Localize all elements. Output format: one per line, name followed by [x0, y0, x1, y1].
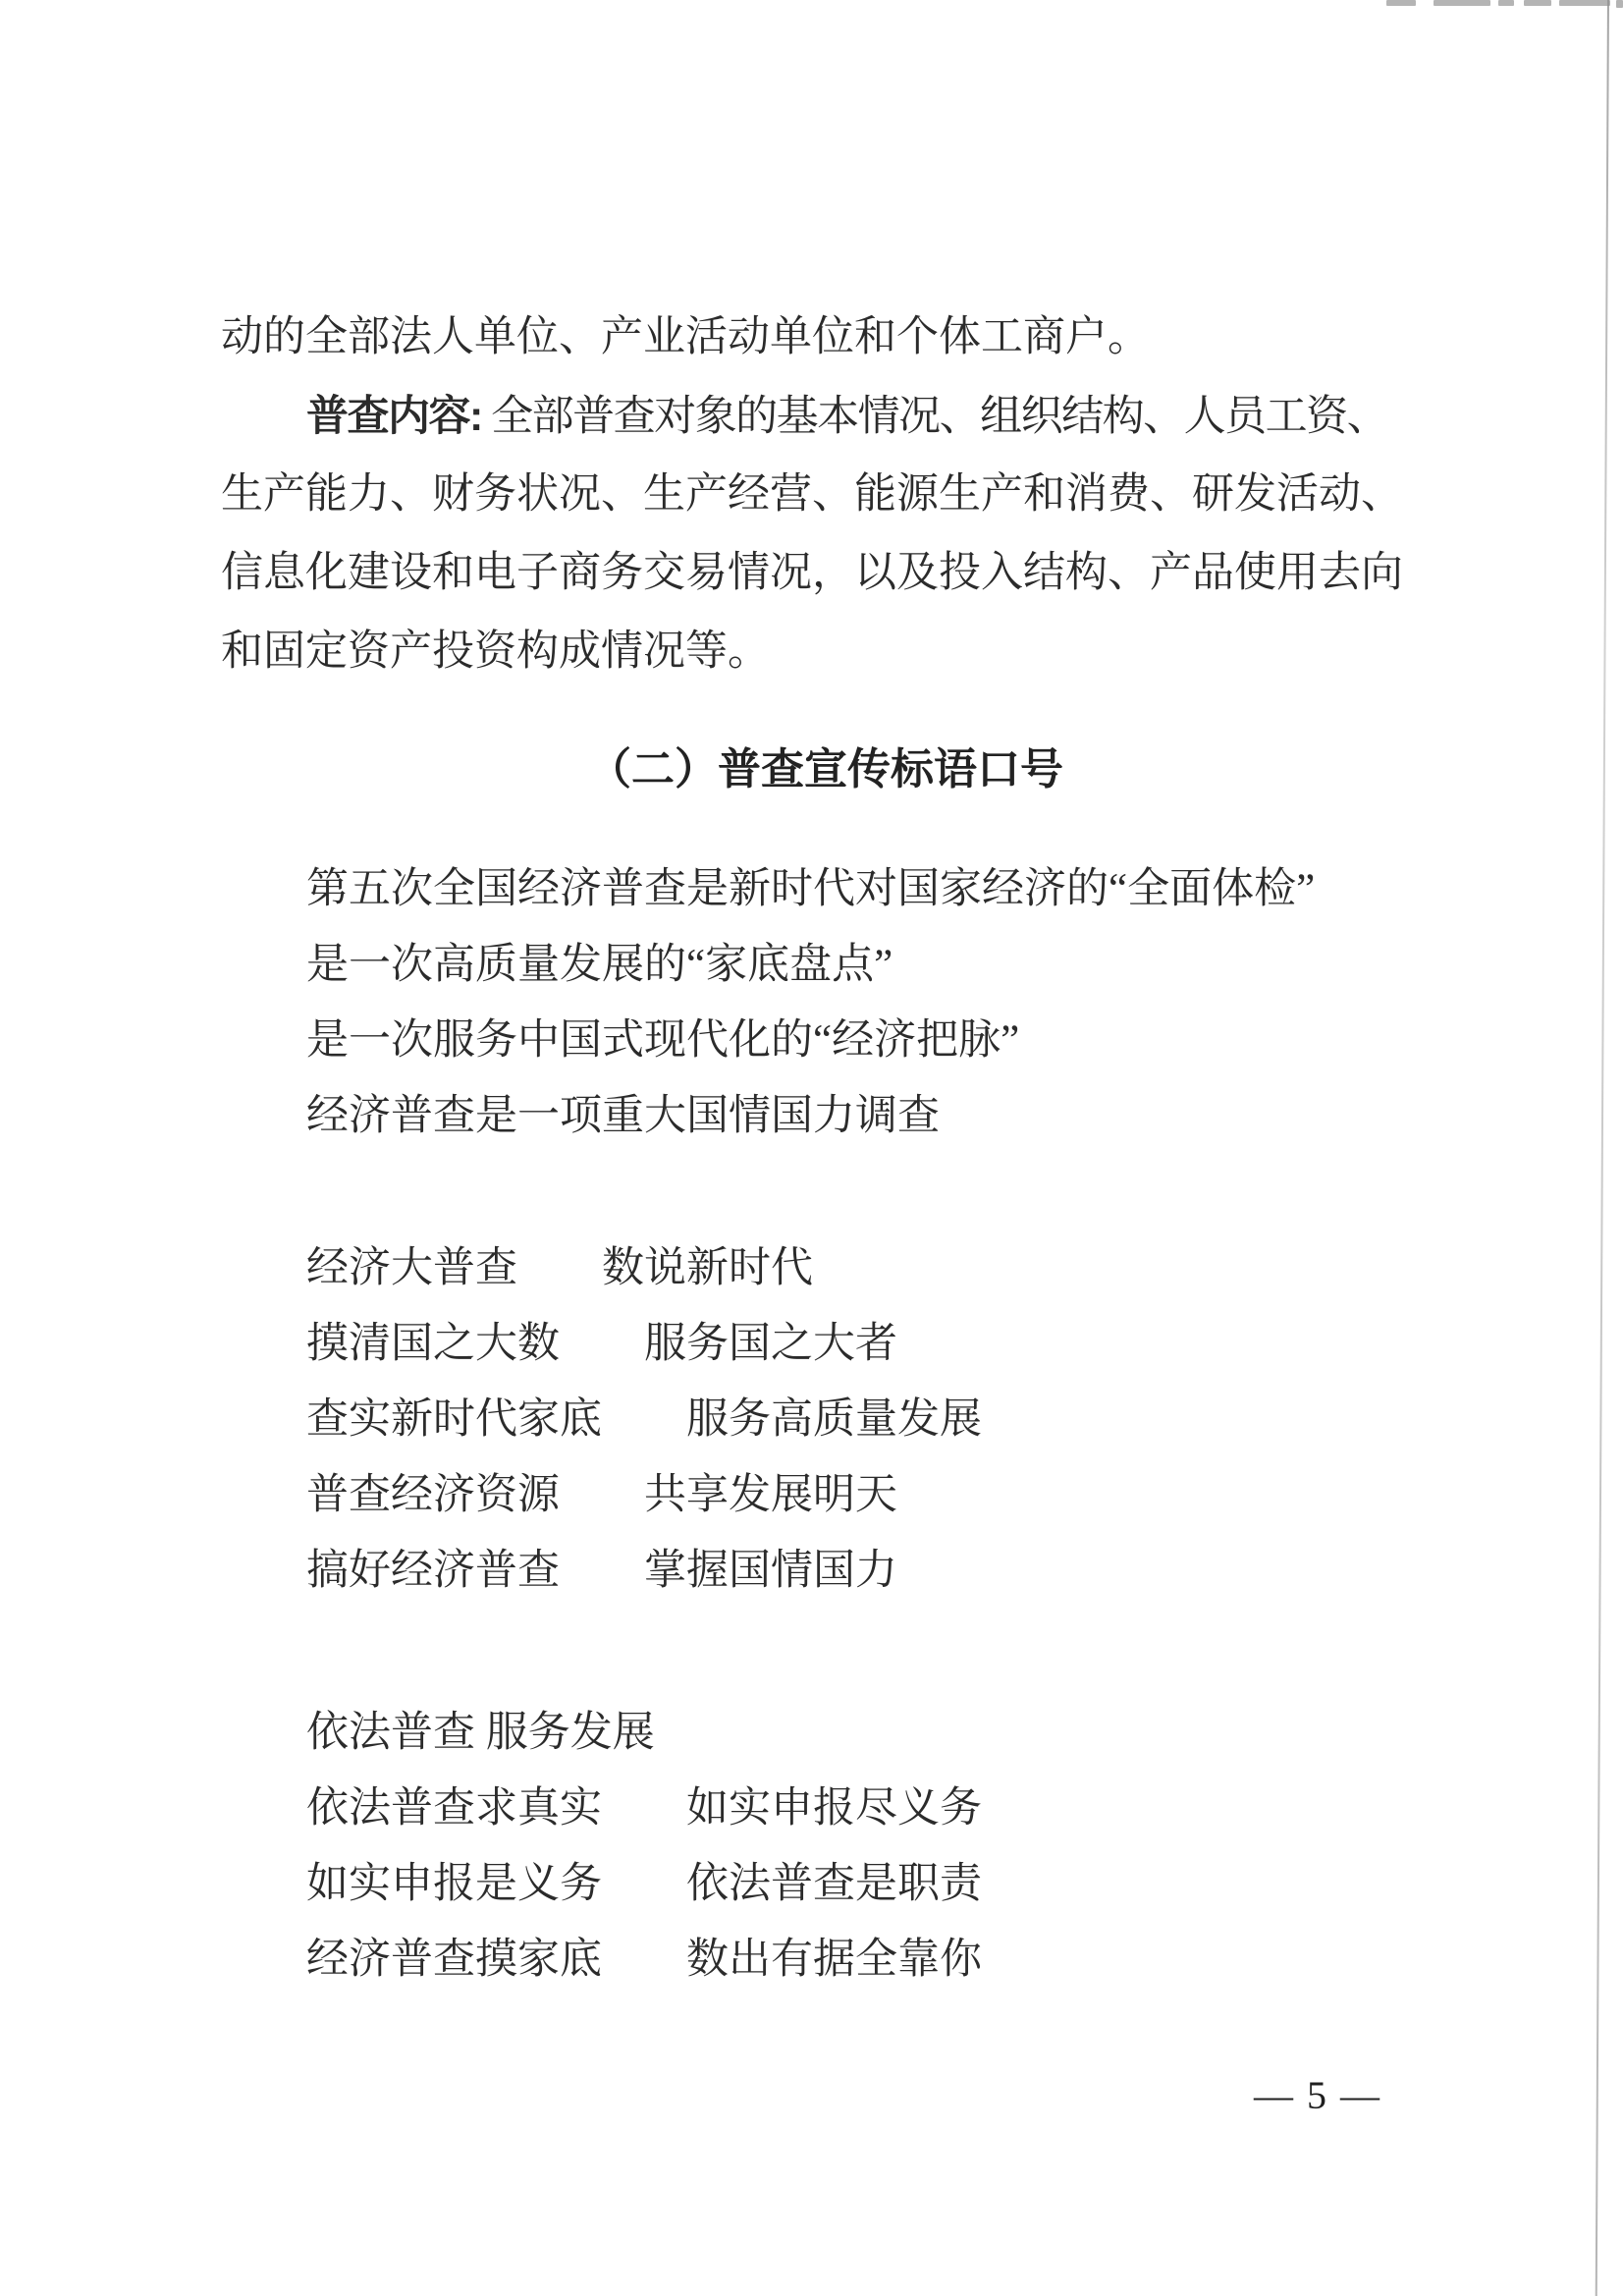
body-line: 和固定资产投资构成情况等。 — [221, 629, 770, 675]
slogan-line: 普查经济资源 共享发展明天 — [306, 1472, 897, 1518]
slogan-line: 如实申报是义务 依法普查是职责 — [306, 1861, 982, 1907]
scan-artifact-top-dash — [1386, 0, 1416, 6]
page-content — [221, 299, 1411, 1997]
slogan-line: 搞好经济普查 掌握国情国力 — [306, 1548, 897, 1594]
slogan-group-census — [221, 1230, 1411, 1609]
scan-artifact-top-dash — [1434, 0, 1490, 6]
slogan-line: 依法普查求真实 如实申报尽义务 — [306, 1785, 982, 1831]
scan-artifact-right-line — [1596, 0, 1609, 2296]
body-line: 生产能力、财务状况、生产经营、能源生产和消费、研发活动、 — [221, 471, 1403, 518]
scan-artifact-top-dash — [1498, 0, 1514, 6]
slogan-line: 经济普查是一项重大国情国力调查 — [306, 1093, 940, 1139]
scan-artifact-top-dash — [1616, 0, 1623, 8]
slogan-line: 第五次全国经济普查是新时代对国家经济的“全面体检” — [306, 866, 1316, 912]
slogan-line: 依法普查 服务发展 — [306, 1710, 655, 1756]
body-line-census-content — [221, 377, 1411, 456]
body-line-continuation: 动的全部法人单位、产业活动单位和个体工商户。 — [221, 314, 1150, 360]
slogan-line: 是一次服务中国式现代化的“经济把脉” — [306, 1017, 1020, 1064]
census-content-label: 普查内容: — [306, 393, 482, 440]
page-number: — 5 — — [1254, 2073, 1381, 2117]
section-heading: （二）普查宣传标语口号 — [588, 745, 1063, 793]
slogan-group-intro — [221, 851, 1411, 1154]
slogan-group-law — [221, 1695, 1411, 1997]
slogan-line: 查实新时代家底 服务高质量发展 — [306, 1396, 982, 1443]
slogan-line: 经济大普查 数说新时代 — [306, 1245, 813, 1291]
census-content-text: 全部普查对象的基本情况、组织结构、人员工资、 — [481, 394, 1388, 440]
slogan-line: 经济普查摸家底 数出有据全靠你 — [306, 1937, 982, 1983]
slogan-line: 摸清国之大数 服务国之大者 — [306, 1321, 897, 1367]
scan-artifact-top-dash — [1559, 0, 1610, 6]
scan-artifact-top-dash — [1524, 0, 1551, 6]
body-line: 信息化建设和电子商务交易情况，以及投入结构、产品使用去向 — [221, 550, 1403, 596]
slogan-line: 是一次高质量发展的“家底盘点” — [306, 942, 893, 988]
